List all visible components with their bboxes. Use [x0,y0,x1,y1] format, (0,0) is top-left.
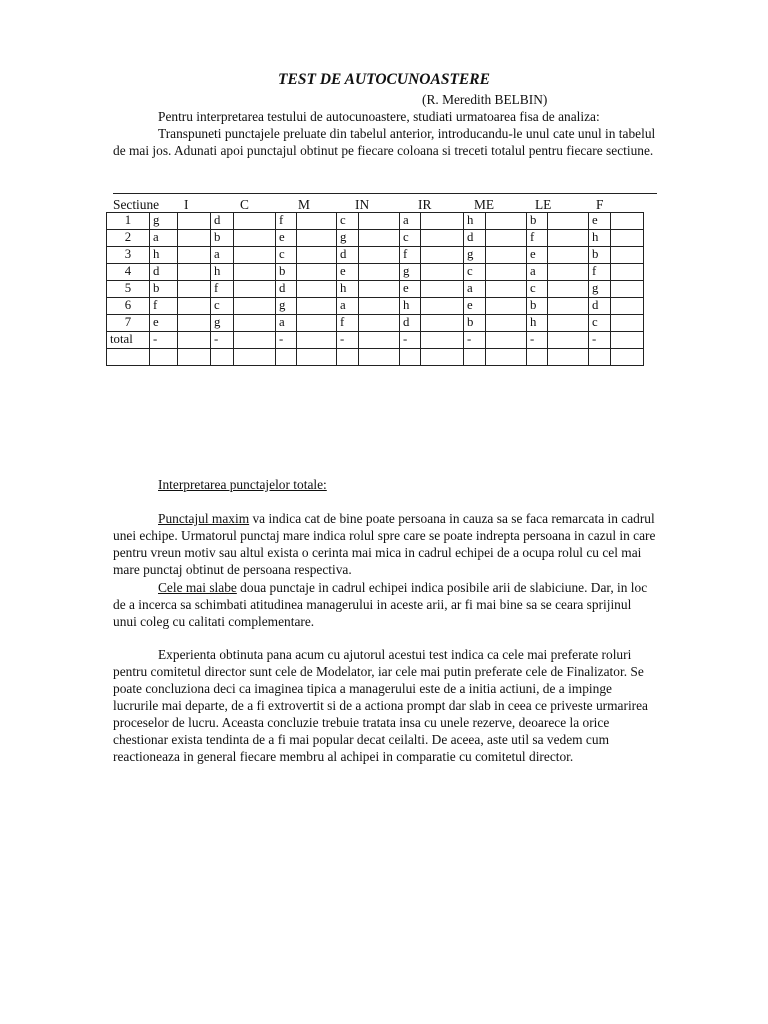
score-cell [611,315,644,332]
letter-cell: g [464,247,486,264]
score-cell [178,281,211,298]
letter-cell: - [337,332,359,349]
table-row [107,332,644,349]
letter-cell [527,349,548,366]
score-cell [359,230,400,247]
score-cell [421,213,464,230]
header-section-c: C [240,197,249,212]
letter-cell: e [400,281,421,298]
letter-cell: b [589,247,611,264]
score-cell [611,349,644,366]
row-label: 1 [107,213,150,230]
table-row [107,281,644,298]
letter-cell: a [211,247,234,264]
score-cell [178,230,211,247]
letter-cell: - [589,332,611,349]
header-section-in: IN [355,197,370,212]
score-cell [234,281,276,298]
score-cell [486,332,527,349]
score-cell [234,298,276,315]
letter-cell: g [400,264,421,281]
letter-cell [589,349,611,366]
score-cell [421,281,464,298]
letter-cell [464,349,486,366]
letter-cell: a [400,213,421,230]
letter-cell: a [527,264,548,281]
score-cell [611,298,644,315]
letter-cell: h [211,264,234,281]
letter-cell: h [400,298,421,315]
row-label: total [107,332,150,349]
table-row [107,264,644,281]
intro-paragraph-1: Pentru interpretarea testului de autocunoastere, studiati urmatoarea fisa de analiza: [158,109,600,124]
score-cell [297,247,337,264]
score-cell [486,213,527,230]
header-section-f: F [596,197,604,212]
letter-cell: h [527,315,548,332]
score-cell [611,332,644,349]
letter-cell: g [150,213,178,230]
letter-cell: f [150,298,178,315]
letter-cell: - [527,332,548,349]
score-cell [297,315,337,332]
score-cell [297,230,337,247]
row-label: 4 [107,264,150,281]
score-cell [297,349,337,366]
score-cell [297,298,337,315]
letter-cell: b [211,230,234,247]
row-label: 2 [107,230,150,247]
score-cell [297,264,337,281]
letter-cell: d [337,247,359,264]
letter-cell: e [527,247,548,264]
score-cell [548,264,589,281]
score-cell [548,230,589,247]
table-row [107,247,644,264]
score-cell [548,213,589,230]
author-line: (R. Meredith BELBIN) [422,92,548,107]
score-cell [178,332,211,349]
letter-cell: g [589,281,611,298]
score-cell [297,281,337,298]
letter-cell: - [150,332,178,349]
row-label: 6 [107,298,150,315]
letter-cell: d [211,213,234,230]
score-cell [234,315,276,332]
row-label [107,349,150,366]
letter-cell: e [276,230,297,247]
table-row [107,315,644,332]
row-label: 7 [107,315,150,332]
row-label: 3 [107,247,150,264]
header-section-i: I [184,197,189,212]
score-cell [297,213,337,230]
score-cell [486,349,527,366]
score-cell [234,332,276,349]
score-cell [421,230,464,247]
letter-cell: c [589,315,611,332]
score-cell [359,281,400,298]
score-cell [486,298,527,315]
letter-cell: b [276,264,297,281]
score-cell [548,247,589,264]
letter-cell: - [464,332,486,349]
letter-cell [276,349,297,366]
score-cell [486,247,527,264]
score-cell [178,349,211,366]
letter-cell: c [400,230,421,247]
letter-cell: c [211,298,234,315]
score-cell [178,315,211,332]
score-cell [421,315,464,332]
letter-cell: f [337,315,359,332]
score-cell [359,213,400,230]
table-row [107,213,644,230]
score-cell [486,281,527,298]
letter-cell: f [400,247,421,264]
score-cell [421,298,464,315]
page-title: TEST DE AUTOCUNOASTERE [278,71,490,88]
score-cell [486,315,527,332]
letter-cell: a [464,281,486,298]
intro-paragraph-2: Transpuneti punctajele preluate din tabelul anterior, introducandu-le unul cate unul in tabelul de mai jos. Adunati apoi punctajul obtinut pe fiecare coloana si treceti totalul pentru fiecare sectiune. [113,126,656,158]
letter-cell: - [400,332,421,349]
score-cell [548,349,589,366]
score-cell [611,230,644,247]
letter-cell: b [464,315,486,332]
score-cell [178,264,211,281]
score-cell [548,298,589,315]
score-cell [548,315,589,332]
score-cell [359,247,400,264]
letter-cell: c [276,247,297,264]
letter-cell: g [337,230,359,247]
score-cell [421,332,464,349]
letter-cell: a [150,230,178,247]
score-cell [359,298,400,315]
letter-cell: h [589,230,611,247]
letter-cell: h [337,281,359,298]
letter-cell: b [150,281,178,298]
row-label: 5 [107,281,150,298]
score-cell [234,247,276,264]
score-cell [359,332,400,349]
score-cell [421,264,464,281]
letter-cell: a [337,298,359,315]
letter-cell: a [276,315,297,332]
letter-cell: d [464,230,486,247]
score-cell [178,298,211,315]
letter-cell: e [337,264,359,281]
score-cell [234,213,276,230]
score-cell [611,264,644,281]
letter-cell: e [464,298,486,315]
letter-cell [337,349,359,366]
score-cell [359,349,400,366]
score-cell [611,281,644,298]
letter-cell: d [276,281,297,298]
score-cell [178,247,211,264]
score-table [106,212,644,366]
score-cell [611,213,644,230]
letter-cell: f [589,264,611,281]
letter-cell: f [276,213,297,230]
letter-cell: c [527,281,548,298]
header-sectiune: Sectiune [113,197,160,212]
score-cell [359,264,400,281]
score-cell [548,281,589,298]
score-cell [486,264,527,281]
interpretation-paragraph-1: Punctajul maxim va indica cat de bine poate persoana in cauza sa se faca remarcata in cadrul unei echipe. Urmatorul punctaj mare indica rolul spre care se poate indrepta persoana in cazul in care pentru vreun motiv sau altul exista o cerinta mai mica in cadrul echipei de a ocupa rolul cu cel mai mare punctaj obtinut de persoana respectiva. [113,511,656,577]
header-section-m: M [298,197,310,212]
header-section-ir: IR [418,197,432,212]
score-cell [611,247,644,264]
letter-cell: f [527,230,548,247]
score-table-body [107,213,644,366]
letter-cell: e [589,213,611,230]
interpretation-paragraph-3: Experienta obtinuta pana acum cu ajutorul acestui test indica ca cele mai preferate roluri pentru comitetul director sunt cele de Modelator, iar cele mai putin preferate cele de Finalizator. Se poate concluziona deci ca imaginea tipica a managerului este de a initia actiuni, de a impinge lucrurile mai departe, de a fi extrovertit si de a actiona prompt dar slab in ceea ce priveste urmarirea proceselor de lucru. Aceasta concluzie trebuie tratata insa cu unele rezerve, deoarece la orice chestionar exista tendinta de a fi mai popular decat ceilalti. De aceea, aste util sa vedem cum reactioneaza in general fiecare membru al achipei in comparatie cu comitetul director. [113,647,649,764]
letter-cell: c [464,264,486,281]
score-cell [297,332,337,349]
letter-cell: d [150,264,178,281]
letter-cell [150,349,178,366]
table-row [107,230,644,247]
score-cell [548,332,589,349]
interpretation-heading-line [113,476,658,493]
header-section-me: ME [474,197,495,212]
score-cell [234,349,276,366]
score-cell [234,264,276,281]
letter-cell: b [527,298,548,315]
letter-cell: f [211,281,234,298]
table-row [107,349,644,366]
score-cell [486,230,527,247]
letter-cell: h [150,247,178,264]
table-top-rule [113,193,657,194]
letter-cell: g [276,298,297,315]
score-cell [421,247,464,264]
letter-cell: d [589,298,611,315]
interpretation-heading: Interpretarea punctajelor totale: [158,477,327,492]
letter-cell: - [211,332,234,349]
letter-cell: d [400,315,421,332]
letter-cell [400,349,421,366]
interpretation-paragraph-2: Cele mai slabe doua punctaje in cadrul echipei indica posibile arii de slabiciune. Dar, in loc de a incerca sa schimbati atitudinea managerului in aceste arii, ar fi mai bine sa se ceara sprijinul unui coleg cu calitati complementare. [113,580,648,629]
score-cell [178,213,211,230]
letter-cell: c [337,213,359,230]
letter-cell [211,349,234,366]
score-cell [234,230,276,247]
header-section-le: LE [535,197,552,212]
letter-cell: - [276,332,297,349]
letter-cell: h [464,213,486,230]
score-cell [421,349,464,366]
score-cell [359,315,400,332]
letter-cell: e [150,315,178,332]
table-row [107,298,644,315]
letter-cell: g [211,315,234,332]
letter-cell: b [527,213,548,230]
